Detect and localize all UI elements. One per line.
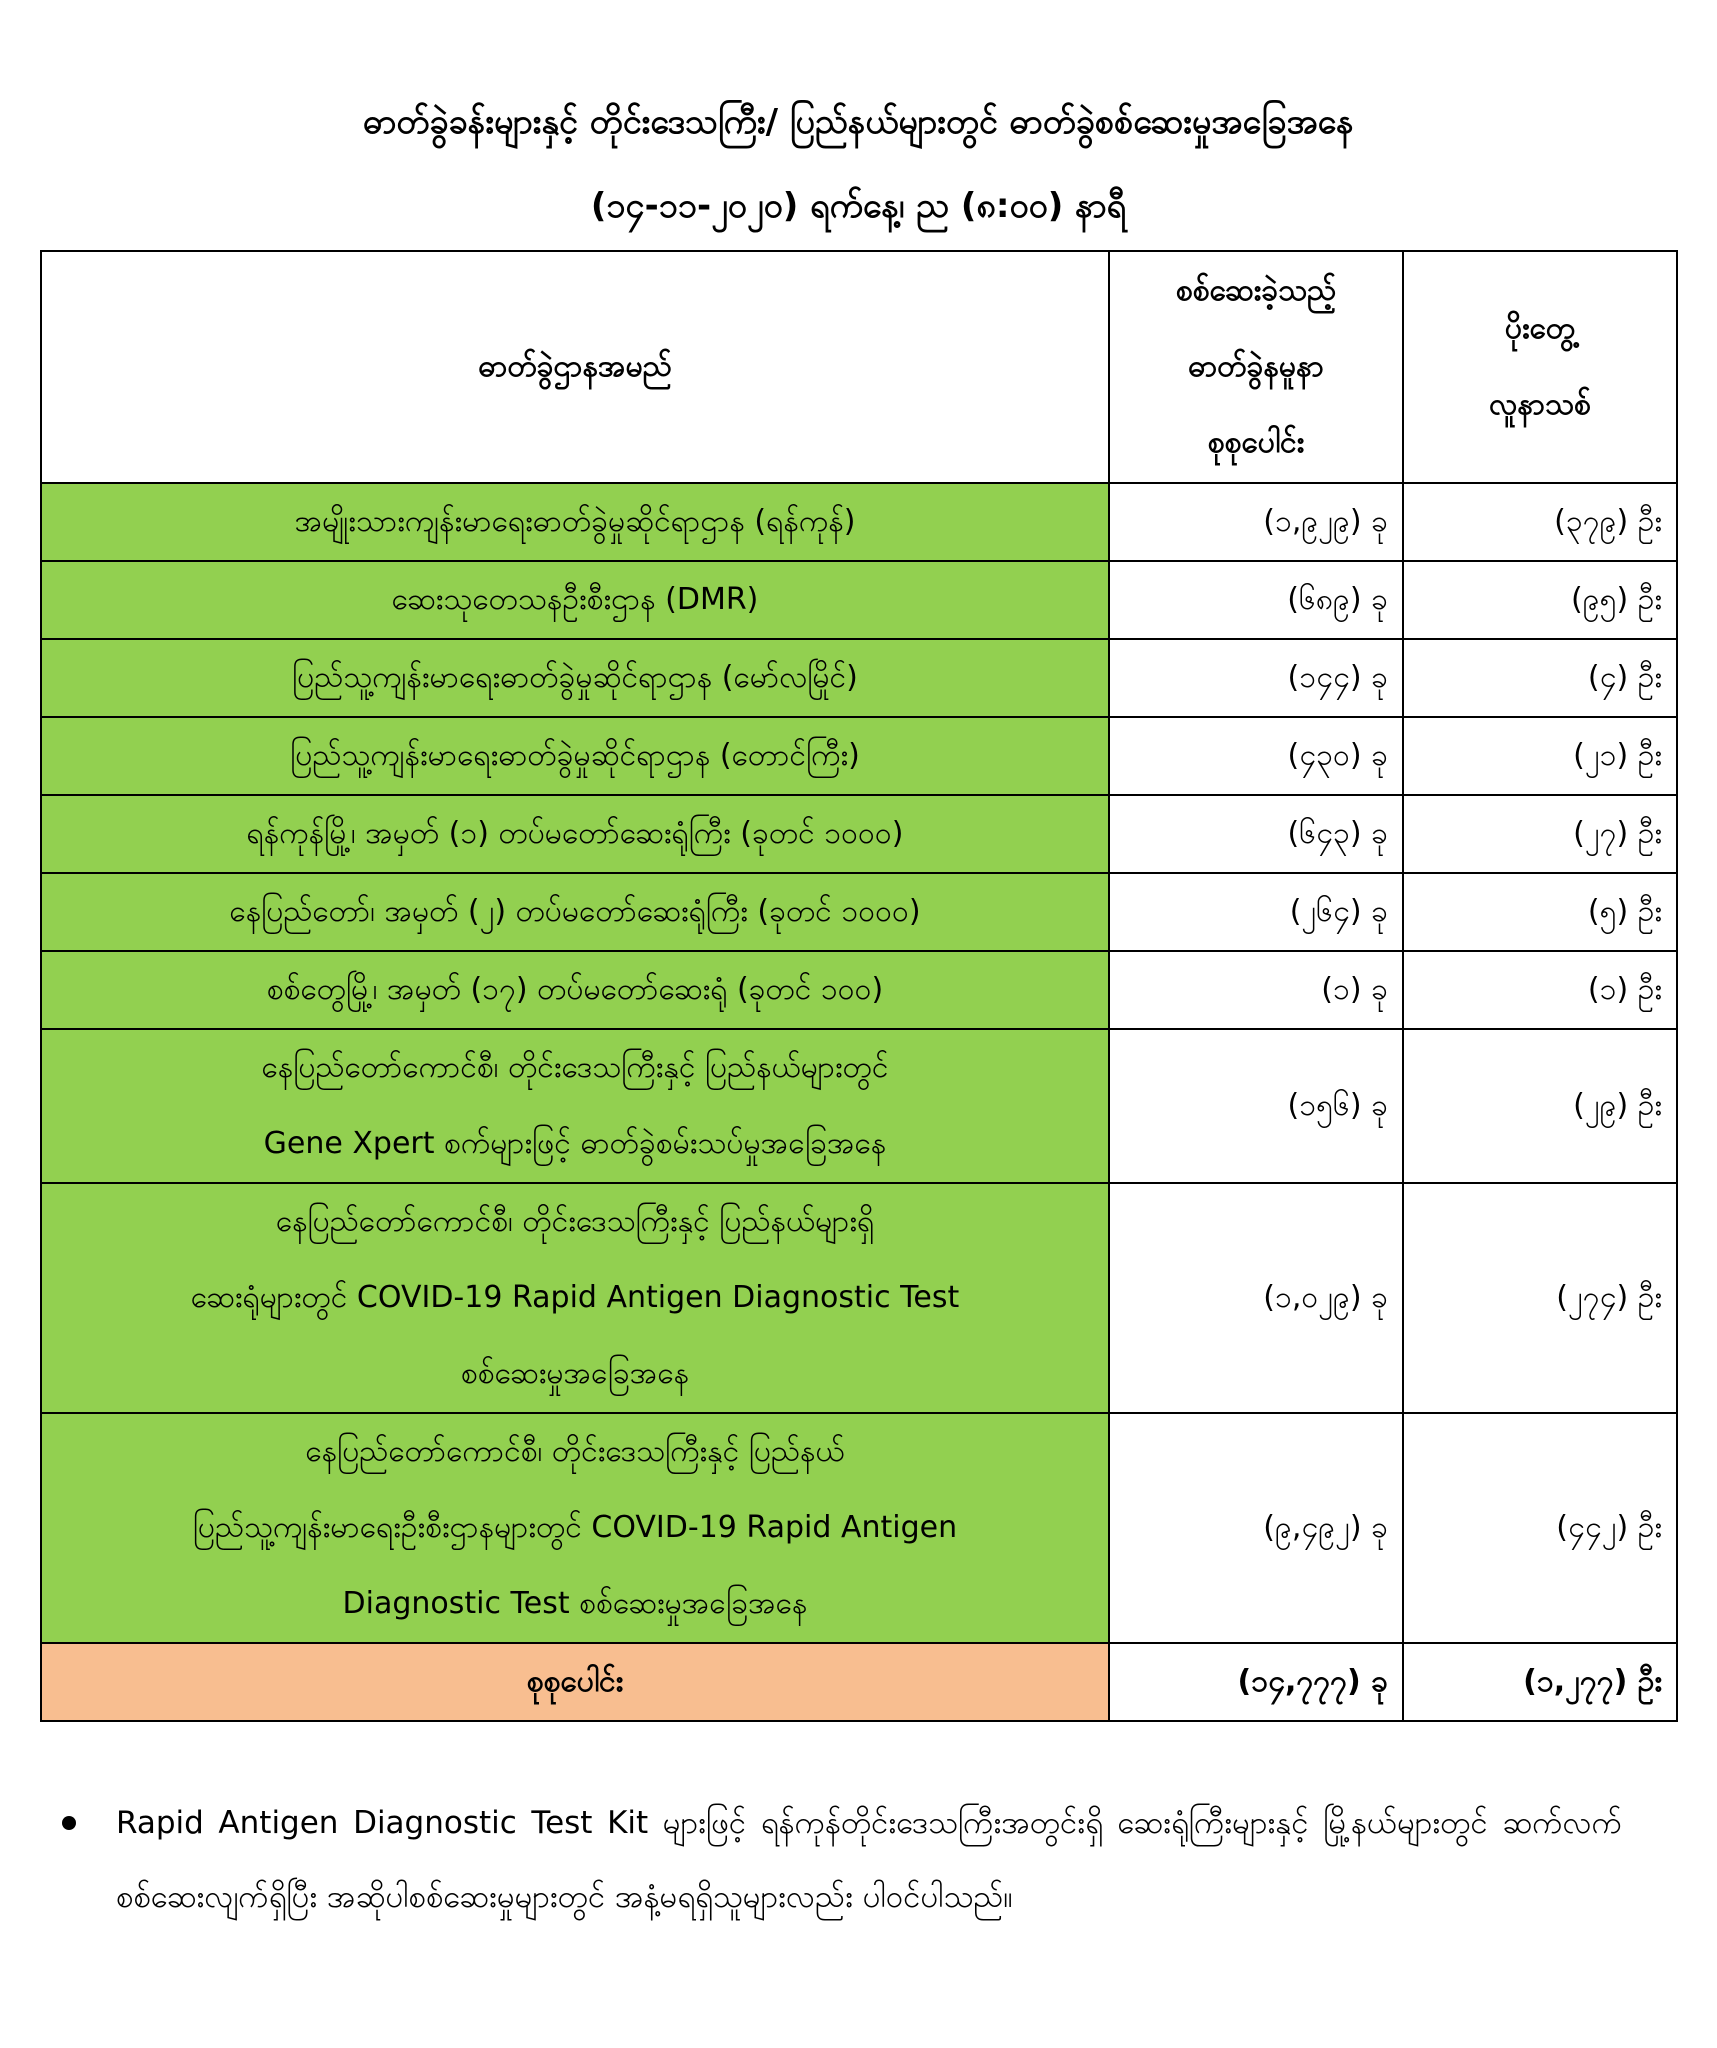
total-row bbox=[41, 1643, 1677, 1721]
samples-tested-cell: (၁၅၆) ခု bbox=[1109, 1029, 1403, 1183]
new-positive-cell: (၄) ဦး bbox=[1403, 639, 1677, 717]
lab-name-line: ပြည်သူ့ကျန်းမာရေးဦးစီးဌာနများတွင် COVID-19 Rapid Antigen bbox=[192, 1510, 958, 1545]
new-positive-cell: (၁) ဦး bbox=[1403, 951, 1677, 1029]
header-new-positive: ပိုးတွေ့ လူနာသစ် bbox=[1403, 251, 1677, 483]
new-positive-cell: (၂၉) ဦး bbox=[1403, 1029, 1677, 1183]
samples-tested-cell: (၁,၀၂၉) ခု bbox=[1109, 1183, 1403, 1413]
new-positive-cell: (၂၇၄) ဦး bbox=[1403, 1183, 1677, 1413]
lab-name-cell bbox=[41, 639, 1109, 717]
lab-name-line: Gene Xpert စက်များဖြင့် ဓာတ်ခွဲစမ်းသပ်မှုအခြေအနေ bbox=[263, 1126, 887, 1161]
table-row bbox=[41, 483, 1677, 561]
lab-name-line: ပြည်သူ့ကျန်းမာရေးဓာတ်ခွဲမှုဆိုင်ရာဌာန (တောင်ကြီး) bbox=[290, 738, 860, 773]
lab-name-cell bbox=[41, 1183, 1109, 1413]
samples-tested-cell: (၄၃၀) ခု bbox=[1109, 717, 1403, 795]
header-samples-tested: စစ်ဆေးခဲ့သည့် ဓာတ်ခွဲနမူနာ စုစုပေါင်း bbox=[1109, 251, 1403, 483]
table-row bbox=[41, 1413, 1677, 1643]
table-row bbox=[41, 795, 1677, 873]
lab-name-cell bbox=[41, 873, 1109, 951]
table-row bbox=[41, 717, 1677, 795]
lab-name-line: နေပြည်တော်ကောင်စီ၊ တိုင်းဒေသကြီးနှင့် ပြည်နယ်များရှိ bbox=[275, 1204, 875, 1239]
new-positive-cell: (၂၇) ဦး bbox=[1403, 795, 1677, 873]
lab-name-line: နေပြည်တော်ကောင်စီ၊ တိုင်းဒေသကြီးနှင့် ပြည်နယ် bbox=[305, 1434, 845, 1469]
lab-name-line: ဆေးသုတေသနဦးစီးဌာန (DMR) bbox=[391, 582, 759, 617]
table-row bbox=[41, 639, 1677, 717]
lab-name-cell bbox=[41, 483, 1109, 561]
lab-name-line: စစ်ဆေးမှုအခြေအနေ bbox=[460, 1356, 690, 1391]
bullet-dot bbox=[62, 1816, 76, 1830]
lab-name-line: စစ်တွေမြို့၊ အမှတ် (၁၇) တပ်မတော်ဆေးရုံ (ခုတင် ၁၀၀) bbox=[266, 972, 884, 1007]
new-positive-cell: (၅) ဦး bbox=[1403, 873, 1677, 951]
new-positive-cell: (၃၇၉) ဦး bbox=[1403, 483, 1677, 561]
lab-name-cell bbox=[41, 1029, 1109, 1183]
new-positive-cell: (၉၅) ဦး bbox=[1403, 561, 1677, 639]
lab-name-line: ရန်ကုန်မြို့၊ အမှတ် (၁) တပ်မတော်ဆေးရုံကြီး (ခုတင် ၁၀၀၀) bbox=[246, 816, 904, 851]
table-row bbox=[41, 873, 1677, 951]
samples-tested-cell: (၁) ခု bbox=[1109, 951, 1403, 1029]
table-header-row bbox=[41, 251, 1677, 483]
total-label-cell: စုစုပေါင်း bbox=[41, 1643, 1109, 1721]
samples-tested-cell: (၁၄၄) ခု bbox=[1109, 639, 1403, 717]
lab-results-table bbox=[40, 250, 1678, 1722]
samples-tested-cell: (၂၆၄) ခု bbox=[1109, 873, 1403, 951]
samples-tested-cell: (၆၈၉) ခု bbox=[1109, 561, 1403, 639]
lab-name-line: Diagnostic Test စစ်ဆေးမှုအခြေအနေ bbox=[342, 1586, 808, 1621]
lab-name-cell bbox=[41, 561, 1109, 639]
report-date: (၁၄-၁၁-၂၀၂၀) ရက်နေ့၊ ည (၈:၀၀) နာရီ bbox=[590, 186, 1127, 226]
lab-name-cell bbox=[41, 717, 1109, 795]
new-positive-cell: (၂၁) ဦး bbox=[1403, 717, 1677, 795]
note-bullet bbox=[62, 1786, 1622, 1934]
lab-name-cell bbox=[41, 951, 1109, 1029]
lab-name-line: ပြည်သူ့ကျန်းမာရေးဓာတ်ခွဲမှုဆိုင်ရာဌာန (မော်လမြိုင်) bbox=[292, 660, 858, 695]
table-row bbox=[41, 1029, 1677, 1183]
lab-name-cell bbox=[41, 1413, 1109, 1643]
table-row bbox=[41, 561, 1677, 639]
table-row bbox=[41, 1183, 1677, 1413]
lab-name-line: ဆေးရုံများတွင် COVID-19 Rapid Antigen Diagnostic Test bbox=[190, 1280, 960, 1315]
lab-name-line: နေပြည်တော်၊ အမှတ် (၂) တပ်မတော်ဆေးရုံကြီး (ခုတင် ၁၀၀၀) bbox=[229, 894, 921, 929]
note-text: Rapid Antigen Diagnostic Test Kit များဖြင့် ရန်ကုန်တိုင်းဒေသကြီးအတွင်းရှိ ဆေးရုံကြီးများနှင့် မြို့နယ်များတွင် ဆက်လက်စစ်ဆေးလျက်ရှိပြီး အဆိုပါစစ်ဆေးမှုများတွင် အနံ့မရရှိသူများလည်း ပါဝင်ပါသည်။ bbox=[116, 1805, 1622, 1915]
new-positive-cell: (၄၄၂) ဦး bbox=[1403, 1413, 1677, 1643]
table-body bbox=[41, 483, 1677, 1721]
lab-name-line: အမျိုးသားကျန်းမာရေးဓာတ်ခွဲမှုဆိုင်ရာဌာန (ရန်ကုန်) bbox=[294, 504, 856, 539]
header-lab-name: ဓာတ်ခွဲဌာနအမည် bbox=[41, 251, 1109, 483]
samples-tested-cell: (၁,၉၂၉) ခု bbox=[1109, 483, 1403, 561]
report-title: ဓာတ်ခွဲခန်းများနှင့် တိုင်းဒေသကြီး/ ပြည်နယ်များတွင် ဓာတ်ခွဲစစ်ဆေးမှုအခြေအနေ bbox=[363, 102, 1354, 142]
total-tested-cell: (၁၄,၇၇၇) ခု bbox=[1109, 1643, 1403, 1721]
table-row bbox=[41, 951, 1677, 1029]
lab-name-line: နေပြည်တော်ကောင်စီ၊ တိုင်းဒေသကြီးနှင့် ပြည်နယ်များတွင် bbox=[261, 1050, 889, 1085]
lab-name-cell bbox=[41, 795, 1109, 873]
total-positive-cell: (၁,၂၇၇) ဦး bbox=[1403, 1643, 1677, 1721]
samples-tested-cell: (၆၄၃) ခု bbox=[1109, 795, 1403, 873]
samples-tested-cell: (၉,၄၉၂) ခု bbox=[1109, 1413, 1403, 1643]
